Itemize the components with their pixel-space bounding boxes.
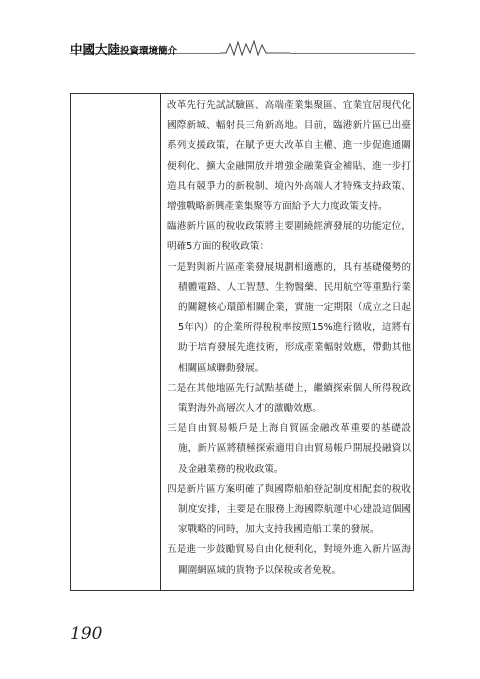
content-table (70, 93, 414, 591)
header-title (70, 40, 177, 58)
policy-text (167, 96, 411, 581)
header-title-sub: 投資環境簡介 (120, 46, 178, 57)
page-number: 190 (70, 624, 103, 644)
policy-item-1: 一是對與新片區產業發展規劃相適應的，具有基礎優勢的積體電路、人工智慧、生物醫藥、民用航空等重點行業的關鍵核心環節相關企業，實施一定期限（成立之日起5年內）的企業所得稅稅率按照15%進行徵收，這將有助于培育發展先進技術，形成產業輻射效應，帶動其他相關區域聯動發展。 (167, 261, 411, 374)
paragraph: 改革先行先試試驗區、高端產業集聚區、宜業宜居現代化國際新城、輻射長三角新高地。目前，臨港新片區已出臺系列支援政策，在賦予更大改革自主權、進一步促進通關便利化、擴大金融開放并增強金融業資金補貼、進一步打造具有競爭力的新稅制、境內外高端人才特殊支持政策、增強戰略新興產業集聚等方面給予大力度政策支持。 (167, 100, 411, 213)
page-header (70, 36, 415, 60)
column-divider (160, 94, 161, 590)
policy-item-4: 四是新片區方案明確了與國際船舶登記制度相配套的稅收制度安排，主要是在服務上海國際航運中心建設這個國家戰略的同時，加大支持我國造船工業的發展。 (167, 483, 411, 536)
policy-item-2: 二是在其他地區先行試點基礎上，繼續探索個人所得稅政策對海外高層次人才的激勵效應。 (167, 382, 411, 415)
heartbeat-wave-icon (220, 38, 290, 56)
paragraph: 臨港新片區的稅收政策將主要圍繞經濟發展的功能定位，明確5方面的稅收政策： (167, 221, 411, 253)
policy-item-3: 三是自由貿易帳戶是上海自貿區金融改革重要的基礎設施，新片區將積極探索適用自由貿易帳戶開展投融資以及金融業務的稅收政策。 (167, 423, 411, 475)
policy-item-5: 五是進一步鼓勵貿易自由化便利化，對境外進入新片區海關圍網區域的貨物予以保稅或者免稅。 (167, 544, 411, 576)
header-title-main: 中國大陸 (70, 42, 121, 57)
